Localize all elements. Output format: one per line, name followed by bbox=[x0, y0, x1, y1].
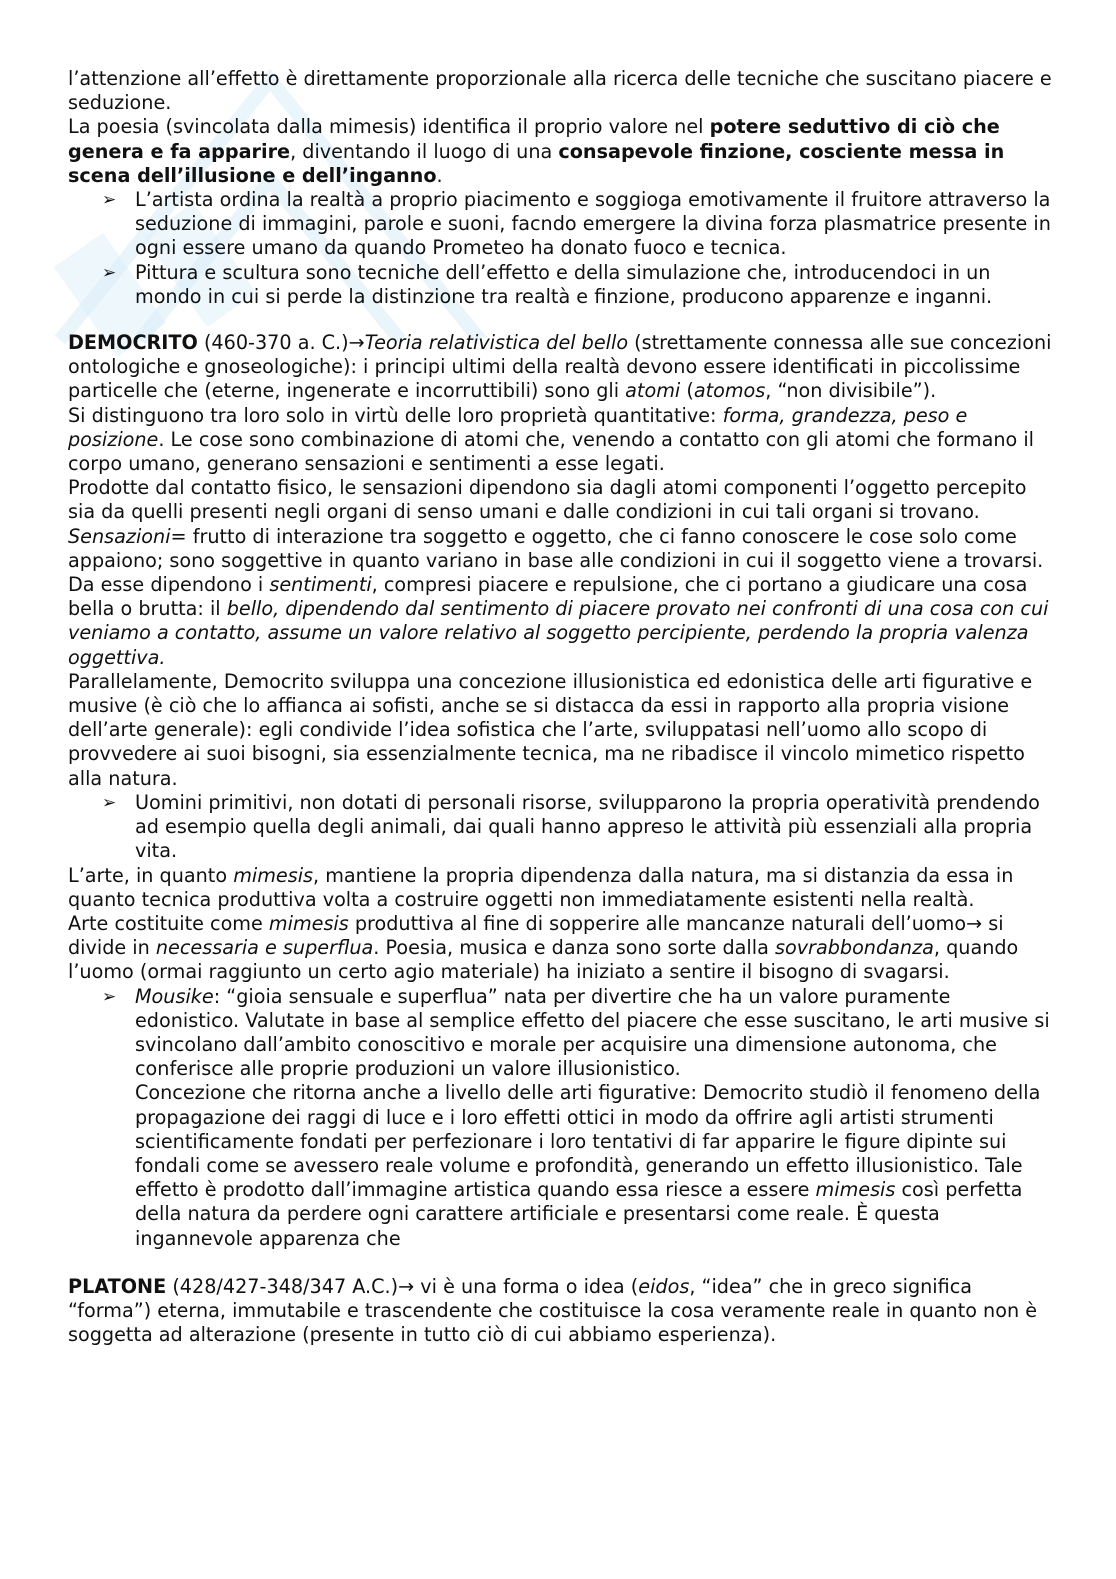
document-page bbox=[68, 67, 1058, 1347]
democrito-heading-paragraph bbox=[68, 331, 1058, 404]
arrow-bullet-icon: ➢ bbox=[102, 262, 117, 283]
text-run: . bbox=[436, 163, 443, 187]
text-run: si divide in bbox=[68, 911, 1004, 960]
section-title-democrito: DEMOCRITO bbox=[68, 331, 198, 355]
dates: (428/427-348/347 A.C.) bbox=[166, 1274, 399, 1298]
democrito-paragraph-6 bbox=[68, 864, 1058, 912]
list-item bbox=[68, 985, 1058, 1251]
text-run: = frutto di interazione tra soggetto e oggetto, che ci fanno conoscere le cose solo come appaiono; sono soggettive in quanto variano in base alle condizioni in cui il soggetto viene a trovarsi. Da esse dipendono i bbox=[68, 524, 1044, 597]
democrito-paragraph-2 bbox=[68, 404, 1058, 477]
text-run: , mantiene la propria dipendenza dalla natura, ma si distanzia da essa in quanto tecnica produttiva volta a costruire oggetti non immediatamente esistenti nella realtà. bbox=[68, 863, 1014, 911]
platone-heading-paragraph bbox=[68, 1275, 1058, 1348]
arrow-icon: → bbox=[966, 911, 983, 935]
text-run: , “non divisibile”). bbox=[765, 379, 937, 403]
text-run: , “idea” che in greco significa “forma”) eterna, immutabile e trascendente che costituisce la cosa veramente reale in quanto non è soggetta ad alterazione (presente in tutto ciò di cui abbiamo esperienza). bbox=[68, 1274, 1038, 1347]
democrito-bullet-list-2 bbox=[68, 985, 1058, 1251]
italic-run: mimesis bbox=[268, 911, 349, 935]
italic-run: necessaria e superflua bbox=[155, 936, 374, 960]
italic-run: sentimenti bbox=[269, 573, 372, 597]
text-run: , quando l’uomo (ormai raggiunto un certo agio materiale) ha iniziato a sentire il bisogno di svagarsi. bbox=[68, 936, 1019, 984]
text-run: vi è una forma o idea ( bbox=[414, 1274, 639, 1298]
list-item-text: Uomini primitivi, non dotati di personali risorse, svilupparono la propria operatività prendendo ad esempio quella degli animali, dai quali hanno appreso le attività più essenziali alla propria vita. bbox=[135, 790, 1040, 863]
text-run: La poesia (svincolata dalla mimesis) identifica il proprio valore nel bbox=[68, 115, 710, 139]
bold-run: potere seduttivo di ciò che genera e fa apparire bbox=[68, 115, 1000, 163]
dates: (460-370 a. C.) bbox=[197, 331, 349, 355]
list-item-text: così perfetta della natura da perdere ogni carattere artificiale e presentarsi come reale. È questa ingannevole apparenza che bbox=[135, 1178, 1023, 1250]
italic-run: bello, dipendendo dal sentimento di piacere provato nei confronti di una cosa con cui veniamo a contatto, assume un valore relativo al soggetto percipiente, perdendo la propria valenza oggettiva. bbox=[68, 597, 1049, 669]
arrow-bullet-icon: ➢ bbox=[102, 986, 117, 1007]
list-item bbox=[68, 261, 1058, 309]
italic-run: sovrabbondanza bbox=[774, 936, 934, 960]
arrow-bullet-icon: ➢ bbox=[102, 190, 117, 211]
list-item bbox=[68, 791, 1058, 864]
list-item bbox=[68, 188, 1058, 261]
text-run: L’arte, in quanto bbox=[68, 863, 234, 887]
italic-run: Sensazioni bbox=[68, 524, 171, 548]
list-item-text: : “gioia sensuale e superflua” nata per divertire che ha un valore puramente edonistico. Valutate in base al semplice effetto del piacere che esse suscitano, le arti musive si svincolano dall’ambito conoscitivo e morale per acquisire una dimensione autonoma, che conferisce alle proprie produzioni un valore illusionistico. bbox=[135, 984, 1050, 1081]
democrito-paragraph-4 bbox=[68, 525, 1058, 670]
text-run: ( bbox=[680, 379, 694, 403]
list-item-text: L’artista ordina la realtà a proprio piacimento e soggioga emotivamente il fruitore attraverso la seduzione di immagini, parole e suoni, facndo emergere la divina forza plasmatrice presente in ogni essere umano da quando Prometeo ha donato fuoco e tecnica. bbox=[135, 188, 1051, 260]
text-run: . Le cose sono combinazione di atomi che, venendo a contatto con gli atomi che formano il corpo umano, generano sensazioni e sentimenti a esse legati. bbox=[68, 427, 1034, 476]
intro-paragraph-2 bbox=[68, 115, 1058, 188]
bold-run: consapevole finzione, cosciente messa in scena dell’illusione e dell’inganno bbox=[68, 139, 1005, 187]
democrito-paragraph-5: Parallelamente, Democrito sviluppa una concezione illusionistica ed edonistica delle arti figurative e musive (è ciò che lo affianca ai sofisti, anche se si distacca da essi in rapporto alla propria visione dell’arte generale): egli condivide l’idea sofistica che l’arte, sviluppatasi nell’uomo allo scopo di provvedere ai suoi bisogni, sia essenzialmente tecnica, ma ne ribadisce il vincolo mimetico rispetto alla natura. bbox=[68, 669, 1033, 790]
democrito-paragraph-7 bbox=[68, 912, 1058, 985]
list-item-text: Concezione che ritorna anche a livello delle arti figurative: Democrito studiò il fenomeno della propagazione dei raggi di luce e i loro effetti ottici in modo da offrire agli artisti strumenti scientificamente fondati per perfezionare i loro tentativi di far apparire le figure dipinte sui fondali come se avessero reale volume e profondità, generando un effetto illusionistico. Tale effetto è prodotto dall’immagine artistica quando essa riesce a essere bbox=[135, 1081, 1041, 1202]
section-title-platone: PLATONE bbox=[68, 1274, 167, 1298]
intro-paragraph-1: l’attenzione all’effetto è direttamente proporzionale alla ricerca delle tecniche che suscitano piacere e seduzione. bbox=[68, 67, 1052, 115]
italic-run: Teoria relativistica del bello bbox=[364, 331, 629, 355]
italic-run: mimesis bbox=[815, 1178, 896, 1202]
italic-run: Mousike bbox=[135, 984, 214, 1008]
text-run: produttiva al fine di sopperire alle mancanze naturali dell’uomo bbox=[348, 911, 967, 935]
list-item-text: Pittura e scultura sono tecniche dell’effetto e della simulazione che, introducendoci in un mondo in cui si perde la distinzione tra realtà e finzione, producono apparenze e inganni. bbox=[135, 260, 993, 308]
arrow-icon: → bbox=[348, 331, 365, 355]
arrow-icon: → bbox=[398, 1274, 415, 1298]
democrito-bullet-list-1 bbox=[68, 791, 1058, 864]
italic-run: eidos bbox=[638, 1274, 690, 1298]
intro-bullet-list bbox=[68, 188, 1058, 309]
text-run: , compresi piacere e repulsione, che ci portano a giudicare una cosa bella o brutta: il bbox=[68, 573, 1028, 621]
text-run: . Poesia, musica e danza sono sorte dalla bbox=[373, 936, 775, 960]
text-run: (strettamente connessa alle sue concezioni ontologiche e gnoseologiche): i principi ultimi della realtà devono essere identificati in piccolissime particelle che (eterne, ingenerate e incorruttibili) sono gli bbox=[68, 331, 1052, 403]
italic-run: atomi bbox=[625, 379, 681, 403]
democrito-paragraph-3: Prodotte dal contatto fisico, le sensazioni dipendono sia dagli atomi componenti l’oggetto percepito sia da quelli presenti negli organi di senso umani e dalle condizioni in cui tali organi si trovano. bbox=[68, 476, 1027, 524]
arrow-bullet-icon: ➢ bbox=[102, 792, 117, 813]
italic-run: atomos bbox=[693, 379, 766, 403]
text-run: , diventando il luogo di una bbox=[290, 139, 559, 163]
text-run: Si distinguono tra loro solo in virtù delle loro proprietà quantitative: bbox=[68, 403, 723, 427]
text-run: Arte costituite come bbox=[68, 911, 269, 935]
italic-run: mimesis bbox=[233, 863, 314, 887]
italic-run: forma, grandezza, peso e posizione bbox=[68, 403, 968, 451]
